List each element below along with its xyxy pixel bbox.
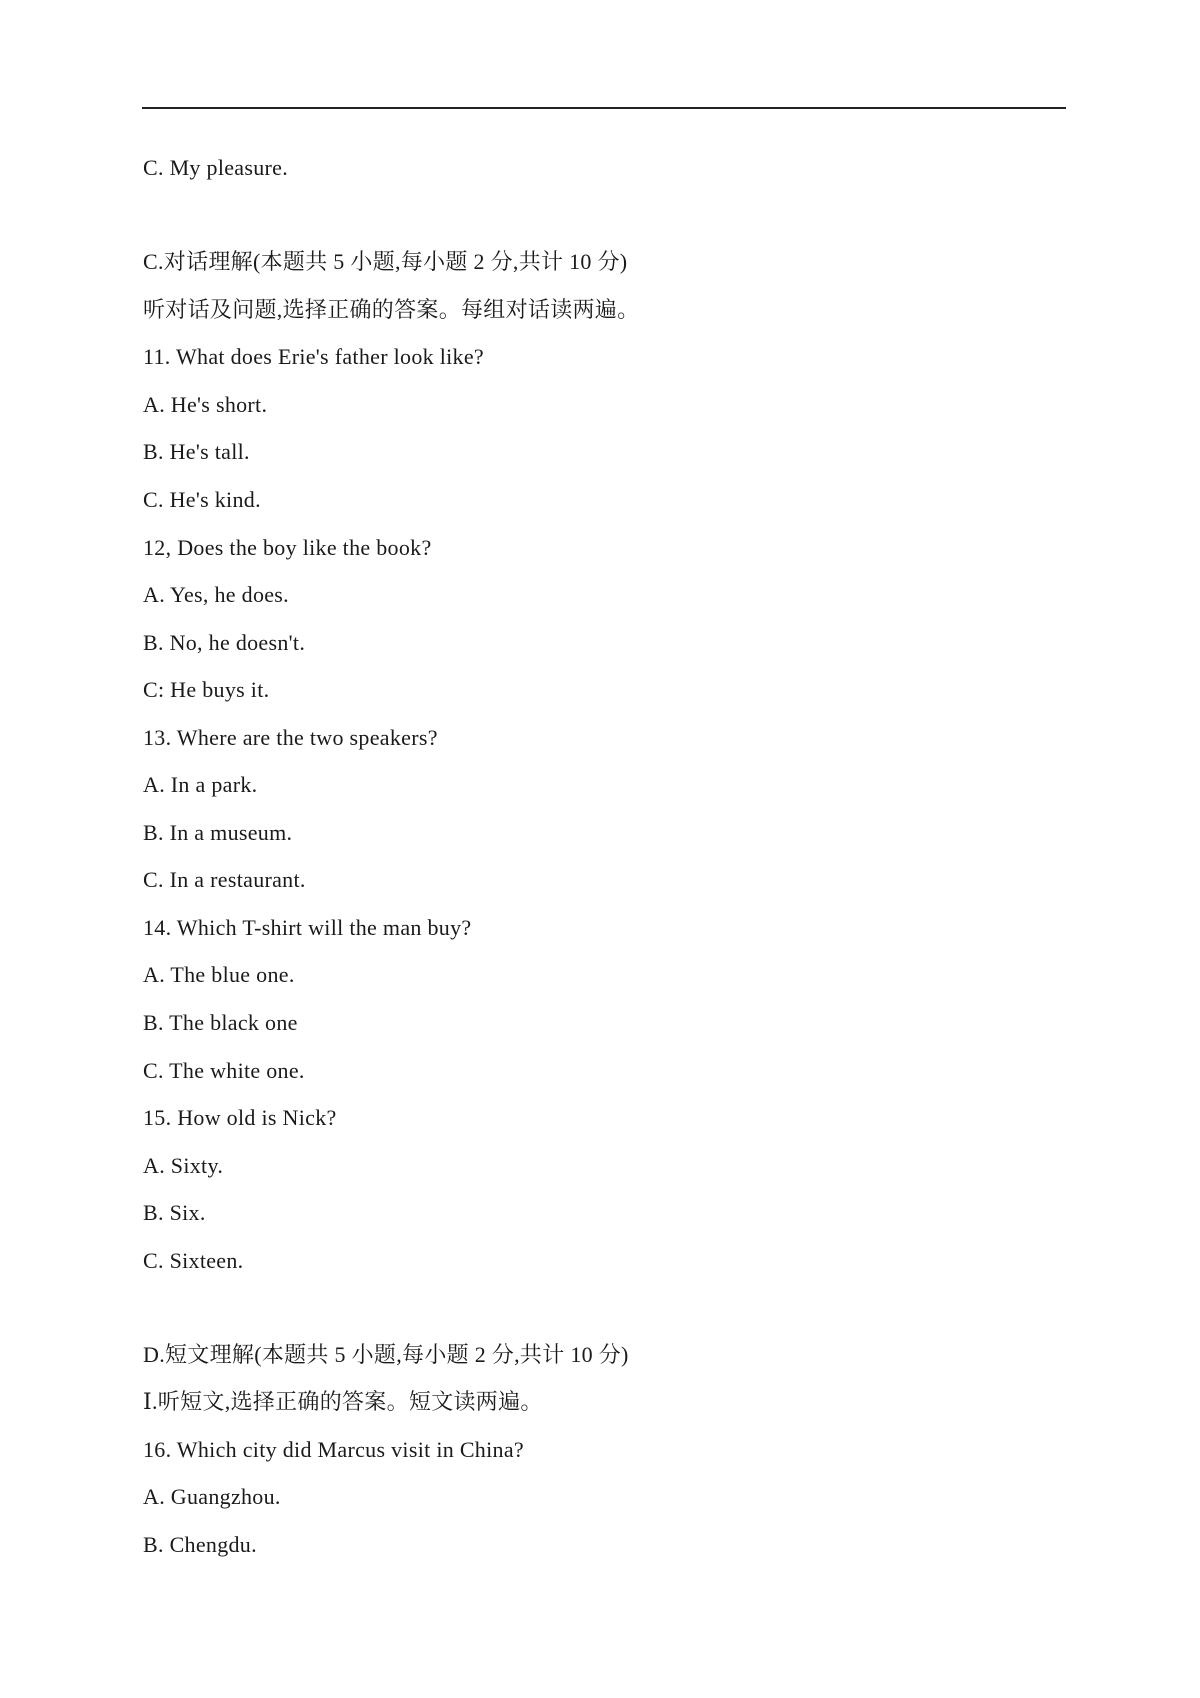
question-13: 13. Where are the two speakers? (143, 725, 438, 750)
q11-option-c: C. He's kind. (143, 487, 261, 512)
q16-option-a: A. Guangzhou. (143, 1484, 281, 1509)
q14-option-b: B. The black one (143, 1010, 298, 1035)
question-12: 12, Does the boy like the book? (143, 535, 432, 560)
option-c-prev: C. My pleasure. (143, 155, 289, 180)
header-rule (142, 107, 1066, 109)
q12-option-a: A. Yes, he does. (143, 582, 289, 607)
q14-option-a: A. The blue one. (143, 962, 295, 987)
q12-option-c: C: He buys it. (143, 677, 270, 702)
question-14: 14. Which T-shirt will the man buy? (143, 915, 472, 940)
section-d-instruction: Ⅰ.听短文,选择正确的答案。短文读两遍。 (143, 1389, 543, 1414)
q16-option-b: B. Chengdu. (143, 1532, 257, 1557)
question-15: 15. How old is Nick? (143, 1105, 337, 1130)
section-c-heading: C.对话理解(本题共 5 小题,每小题 2 分,共计 10 分) (143, 249, 628, 274)
q15-option-b: B. Six. (143, 1200, 206, 1225)
q14-option-c: C. The white one. (143, 1058, 305, 1083)
section-d-heading: D.短文理解(本题共 5 小题,每小题 2 分,共计 10 分) (143, 1342, 629, 1367)
q12-option-b: B. No, he doesn't. (143, 630, 306, 655)
section-c-instruction: 听对话及问题,选择正确的答案。每组对话读两遍。 (143, 297, 640, 322)
question-16: 16. Which city did Marcus visit in China? (143, 1437, 524, 1462)
q13-option-c: C. In a restaurant. (143, 867, 306, 892)
q15-option-a: A. Sixty. (143, 1153, 224, 1178)
q13-option-b: B. In a museum. (143, 820, 293, 845)
question-11: 11. What does Erie's father look like? (143, 344, 484, 369)
q13-option-a: A. In a park. (143, 772, 258, 797)
q11-option-b: B. He's tall. (143, 439, 250, 464)
q15-option-c: C. Sixteen. (143, 1248, 244, 1273)
q11-option-a: A. He's short. (143, 392, 268, 417)
